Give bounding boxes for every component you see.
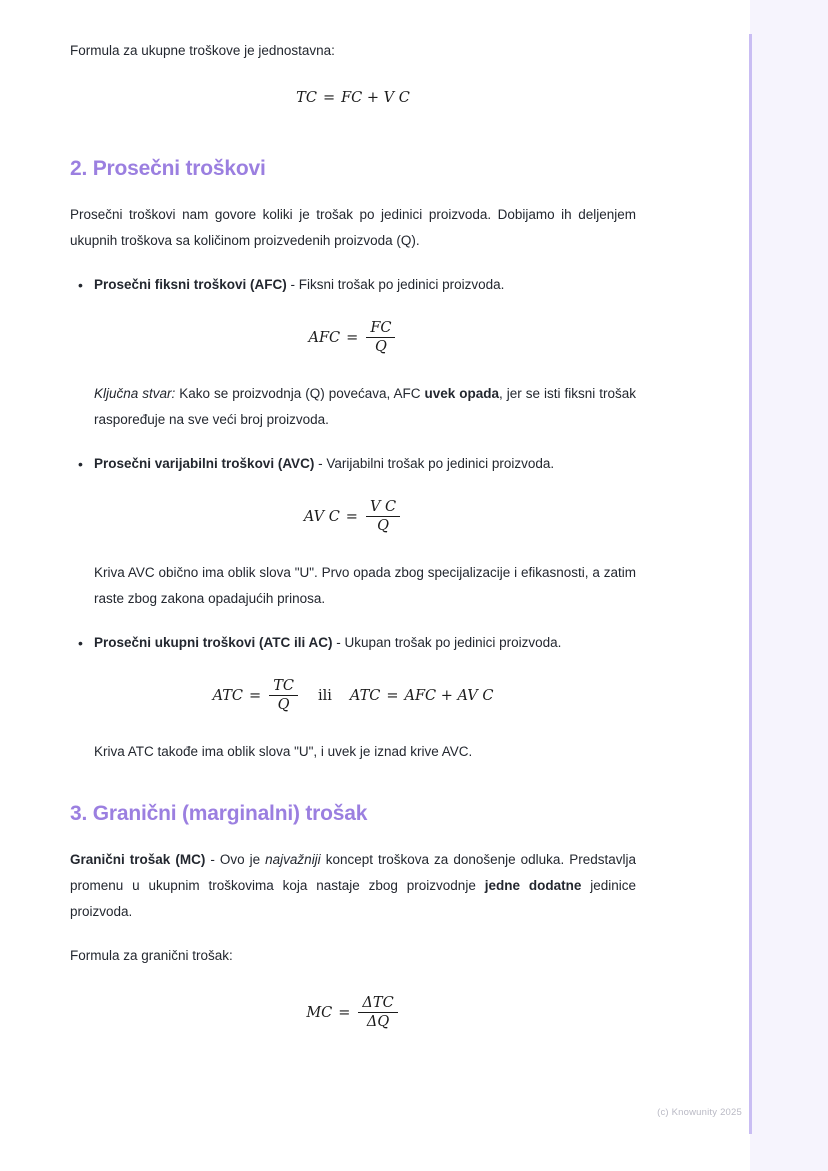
formula-afc-lhs: AFC [308,329,341,346]
formula-tc-lhs: TC [296,90,317,106]
bullet-term-atc: Prosečni ukupni troškovi (ATC ili AC) [94,635,333,650]
formula-mc [70,995,636,1030]
document-content [70,38,636,1030]
formula-total-cost [70,90,636,106]
section2-paragraph: Prosečni troškovi nam govore koliki je trošak po jedinici proizvoda. Dobijamo ih deljenjem ukupnih troškova sa količinom proizvedenih proizvoda (Q). [70,207,636,248]
formula-atc-alt-lhs: ATC [349,687,381,704]
mc-bold-2: jedne dodatne [484,878,582,893]
formula-mc-numerator: ΔTC [362,995,394,1011]
formula-atc-numerator: TC [273,678,294,694]
mc-mid-2: koncept troškova za donošenje odluka. Predstavlja promenu u ukupnim troškovima koja nastaje zbog proizvodnje [70,852,636,893]
formula-afc [70,320,636,355]
bullet-dash-avc: - [314,456,327,471]
formula-atc-alt-eq: = [386,687,399,704]
formula-atc-fraction [269,678,298,713]
afc-note-part1: Kako se proizvodnja (Q) povećava, AFC [175,386,425,401]
afc-note [94,381,636,433]
list-item [94,451,636,477]
right-decorative-band [750,0,828,1171]
formula-afc-numerator: FC [370,320,392,336]
mc-formula-lead: Formula za granični trošak: [70,948,233,963]
bullet-term-avc: Prosečni varijabilni troškovi (AVC) [94,456,315,471]
atc-list [70,630,636,656]
bullet-text-avc: Varijabilni trošak po jedinici proizvoda. [326,456,555,471]
mc-term: Granični trošak (MC) [70,852,206,867]
formula-atc [70,678,636,713]
bullet-dash-atc: - [332,635,345,650]
mc-mid-1: - Ovo je [205,852,266,867]
afc-note-bold: uvek opada [424,386,500,401]
formula-atc-denominator: Q [277,697,290,713]
formula-tc-rhs: FC + V C [341,90,410,106]
list-item [94,630,636,656]
formula-connector-ili: ili [317,687,332,704]
bullet-dash-afc: - [286,277,299,292]
mc-italic: najvažniji [265,852,321,867]
formula-avc-fraction [366,499,400,534]
formula-mc-lhs: MC [306,1004,333,1021]
avc-note: Kriva AVC obično ima oblik slova "U". Prvo opada zbog specijalizacije i efikasnosti, a zatim raste zbog zakona opadajućih prinosa. [94,565,636,606]
formula-atc-lhs: ATC [212,687,244,704]
bullet-term-afc: Prosečni fiksni troškovi (AFC) [94,277,287,292]
atc-note: Kriva ATC takođe ima oblik slova "U", i uvek je iznad krive AVC. [94,744,473,759]
section-heading-2: 2. Prosečni troškovi [70,157,266,180]
formula-atc-alt [350,688,494,704]
formula-mc-denominator: ΔQ [366,1014,390,1030]
avc-list [70,451,636,477]
formula-afc-eq: = [346,329,359,346]
formula-avc-numerator: V C [369,499,397,515]
afc-note-part2: , jer se isti fiksni trošak raspoređuje na sve veći broj proizvoda. [94,386,636,427]
section3-paragraph [70,847,636,925]
afc-note-italic: Ključna stvar: [94,386,176,401]
bullet-text-afc: Fiksni trošak po jedinici proizvoda. [298,277,505,292]
formula-avc-denominator: Q [377,518,389,534]
section-heading-3: 3. Granični (marginalni) trošak [70,802,368,825]
mc-end: jedinice proizvoda. [70,878,636,919]
copyright-credit: (c) Knowunity 2025 [657,1107,742,1118]
formula-avc-lhs: AV C [303,508,340,525]
formula-tc-eq: = [322,90,336,106]
intro-paragraph: Formula za ukupne troškove je jednostavna: [70,43,335,58]
formula-afc-fraction [366,320,395,355]
formula-avc [70,499,636,534]
formula-atc-alt-rhs: AFC + AV C [404,687,494,704]
formula-avc-eq: = [345,508,358,525]
bullet-text-atc: Ukupan trošak po jedinici proizvoda. [344,635,562,650]
right-accent-rule [749,34,752,1134]
formula-atc-eq: = [249,687,262,704]
list-item [94,272,636,298]
formula-atc-primary [213,678,300,713]
average-costs-list [70,272,636,298]
formula-mc-eq: = [338,1004,351,1021]
formula-mc-fraction [358,995,397,1030]
formula-afc-denominator: Q [374,339,387,355]
